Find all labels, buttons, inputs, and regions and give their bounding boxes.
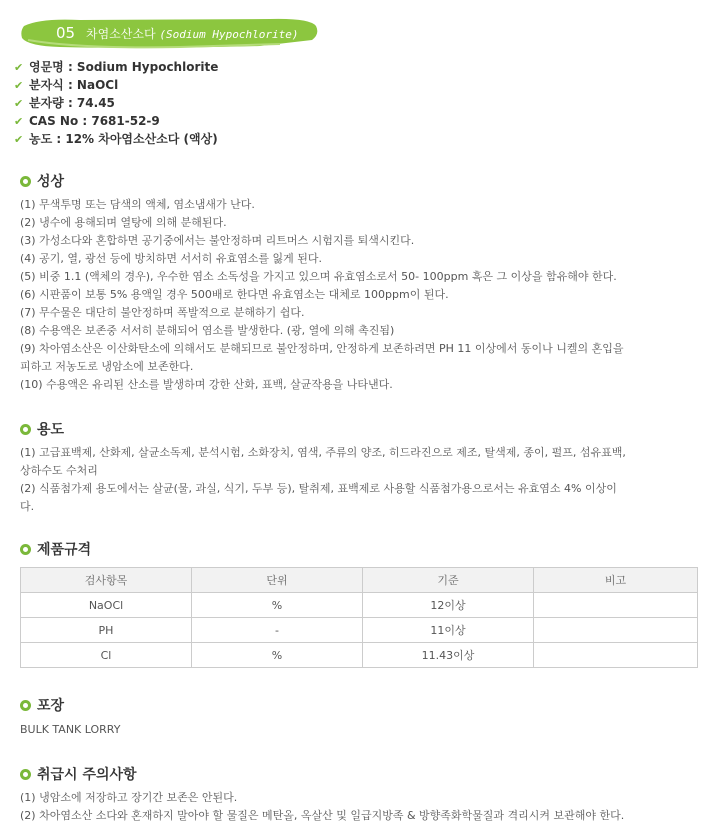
spec-list [14, 58, 218, 148]
check-icon: ✔ [14, 133, 24, 146]
text-line: (3) 가성소다와 혼합하면 공기중에서는 불안정하며 리트머스 시험지를 퇴색시킨다. [20, 234, 415, 247]
table-cell: 11이상 [363, 618, 534, 643]
text-line: (5) 비중 1.1 (액체의 경우), 우수한 염소 소독성을 가지고 있으며 유효염소로서 50- 100ppm 혹은 그 이상을 함유해야 한다. [20, 270, 617, 283]
section-heading-spec-table: 제품규격 [20, 540, 91, 560]
section-heading-uses: 용도 [20, 420, 64, 440]
banner-title-ko: 차염소산소다 [86, 27, 156, 41]
uses-text [20, 444, 710, 516]
handling-text [20, 789, 710, 825]
table-cell [534, 618, 698, 643]
table-cell: NaOCl [21, 593, 192, 618]
properties-text [20, 196, 710, 394]
text-line: BULK TANK LORRY [20, 723, 121, 736]
circle-bullet-icon [20, 700, 31, 711]
text-line: (2) 냉수에 용해되며 열탕에 의해 분해된다. [20, 216, 227, 229]
column-header: 기준 [363, 568, 534, 593]
section-heading-properties: 성상 [20, 172, 64, 192]
check-icon: ✔ [14, 79, 24, 92]
circle-bullet-icon [20, 769, 31, 780]
circle-bullet-icon [20, 544, 31, 555]
column-header: 비고 [534, 568, 698, 593]
table-cell: - [192, 618, 363, 643]
circle-bullet-icon [20, 424, 31, 435]
text-line: (1) 무색투명 또는 담색의 액체, 염소냄새가 난다. [20, 198, 255, 211]
table-row [21, 618, 698, 643]
table-cell: Cl [21, 643, 192, 668]
table-header-row [21, 568, 698, 593]
banner-number: 05 [56, 24, 76, 42]
spec-item: ✔ 농도 : 12% 차아염소산소다 (액상) [14, 130, 218, 148]
text-line: (10) 수용액은 유리된 산소를 발생하며 강한 산화, 표백, 살균작용을 나타낸다. [20, 378, 393, 391]
packaging-text [20, 721, 710, 739]
check-icon: ✔ [14, 61, 24, 74]
text-line: (1) 고급표백제, 산화제, 살균소독제, 분석시험, 소화장치, 염색, 주류의 양조, 히드라진으로 제조, 탈색제, 종이, 펄프, 섬유표백, [20, 446, 626, 459]
check-icon: ✔ [14, 97, 24, 110]
section-heading-packaging: 포장 [20, 696, 64, 716]
table-cell: % [192, 643, 363, 668]
text-line: (4) 공기, 열, 광선 등에 방치하면 서서히 유효염소를 잃게 된다. [20, 252, 322, 265]
section-banner [20, 16, 320, 50]
table-row [21, 643, 698, 668]
table-cell: PH [21, 618, 192, 643]
section-heading-handling: 취급시 주의사항 [20, 765, 137, 785]
spec-item: ✔ 분자량 : 74.45 [14, 94, 218, 112]
text-line: (8) 수용액은 보존중 서서히 분해되어 염소를 발생한다. (광, 열에 의해 촉진됨) [20, 324, 395, 337]
banner-title [86, 25, 298, 42]
text-line: (1) 냉암소에 저장하고 장기간 보존은 안된다. [20, 791, 238, 804]
text-line: 상하수도 수처리 [20, 464, 98, 477]
table-cell [534, 643, 698, 668]
text-line: (2) 식품첨가제 용도에서는 살균(물, 과실, 식기, 두부 등), 탈취제, 표백제로 사용할 식품첨가용으로서는 유효염소 4% 이상이 [20, 482, 617, 495]
text-line: 피하고 저농도로 냉암소에 보존한다. [20, 360, 194, 373]
spec-table [20, 567, 698, 668]
table-cell [534, 593, 698, 618]
table-row [21, 593, 698, 618]
column-header: 검사항목 [21, 568, 192, 593]
text-line: (2) 차아염소산 소다와 혼재하지 말아야 할 물질은 메탄올, 옥살산 및 일급지방족 & 방향족화학물질과 격리시켜 보관해야 한다. [20, 809, 625, 822]
spec-item: ✔ CAS No : 7681-52-9 [14, 112, 218, 130]
text-line: (6) 시판품이 보통 5% 용액일 경우 500배로 한다면 유효염소는 대체로 100ppm이 된다. [20, 288, 449, 301]
column-header: 단위 [192, 568, 363, 593]
text-line: (7) 무수물은 대단히 불안정하며 폭발적으로 분해하기 쉽다. [20, 306, 305, 319]
check-icon: ✔ [14, 115, 24, 128]
text-line: 다. [20, 500, 35, 513]
text-line: (9) 차아염소산은 이산화탄소에 의해서도 분해되므로 불안정하며, 안정하게 보존하려면 PH 11 이상에서 동이나 니켈의 혼입을 [20, 342, 624, 355]
circle-bullet-icon [20, 176, 31, 187]
spec-item: ✔ 분자식 : NaOCl [14, 76, 218, 94]
spec-item: ✔ 영문명 : Sodium Hypochlorite [14, 58, 218, 76]
banner-title-en: (Sodium Hypochlorite) [159, 28, 299, 41]
table-cell: % [192, 593, 363, 618]
table-cell: 11.43이상 [363, 643, 534, 668]
table-cell: 12이상 [363, 593, 534, 618]
